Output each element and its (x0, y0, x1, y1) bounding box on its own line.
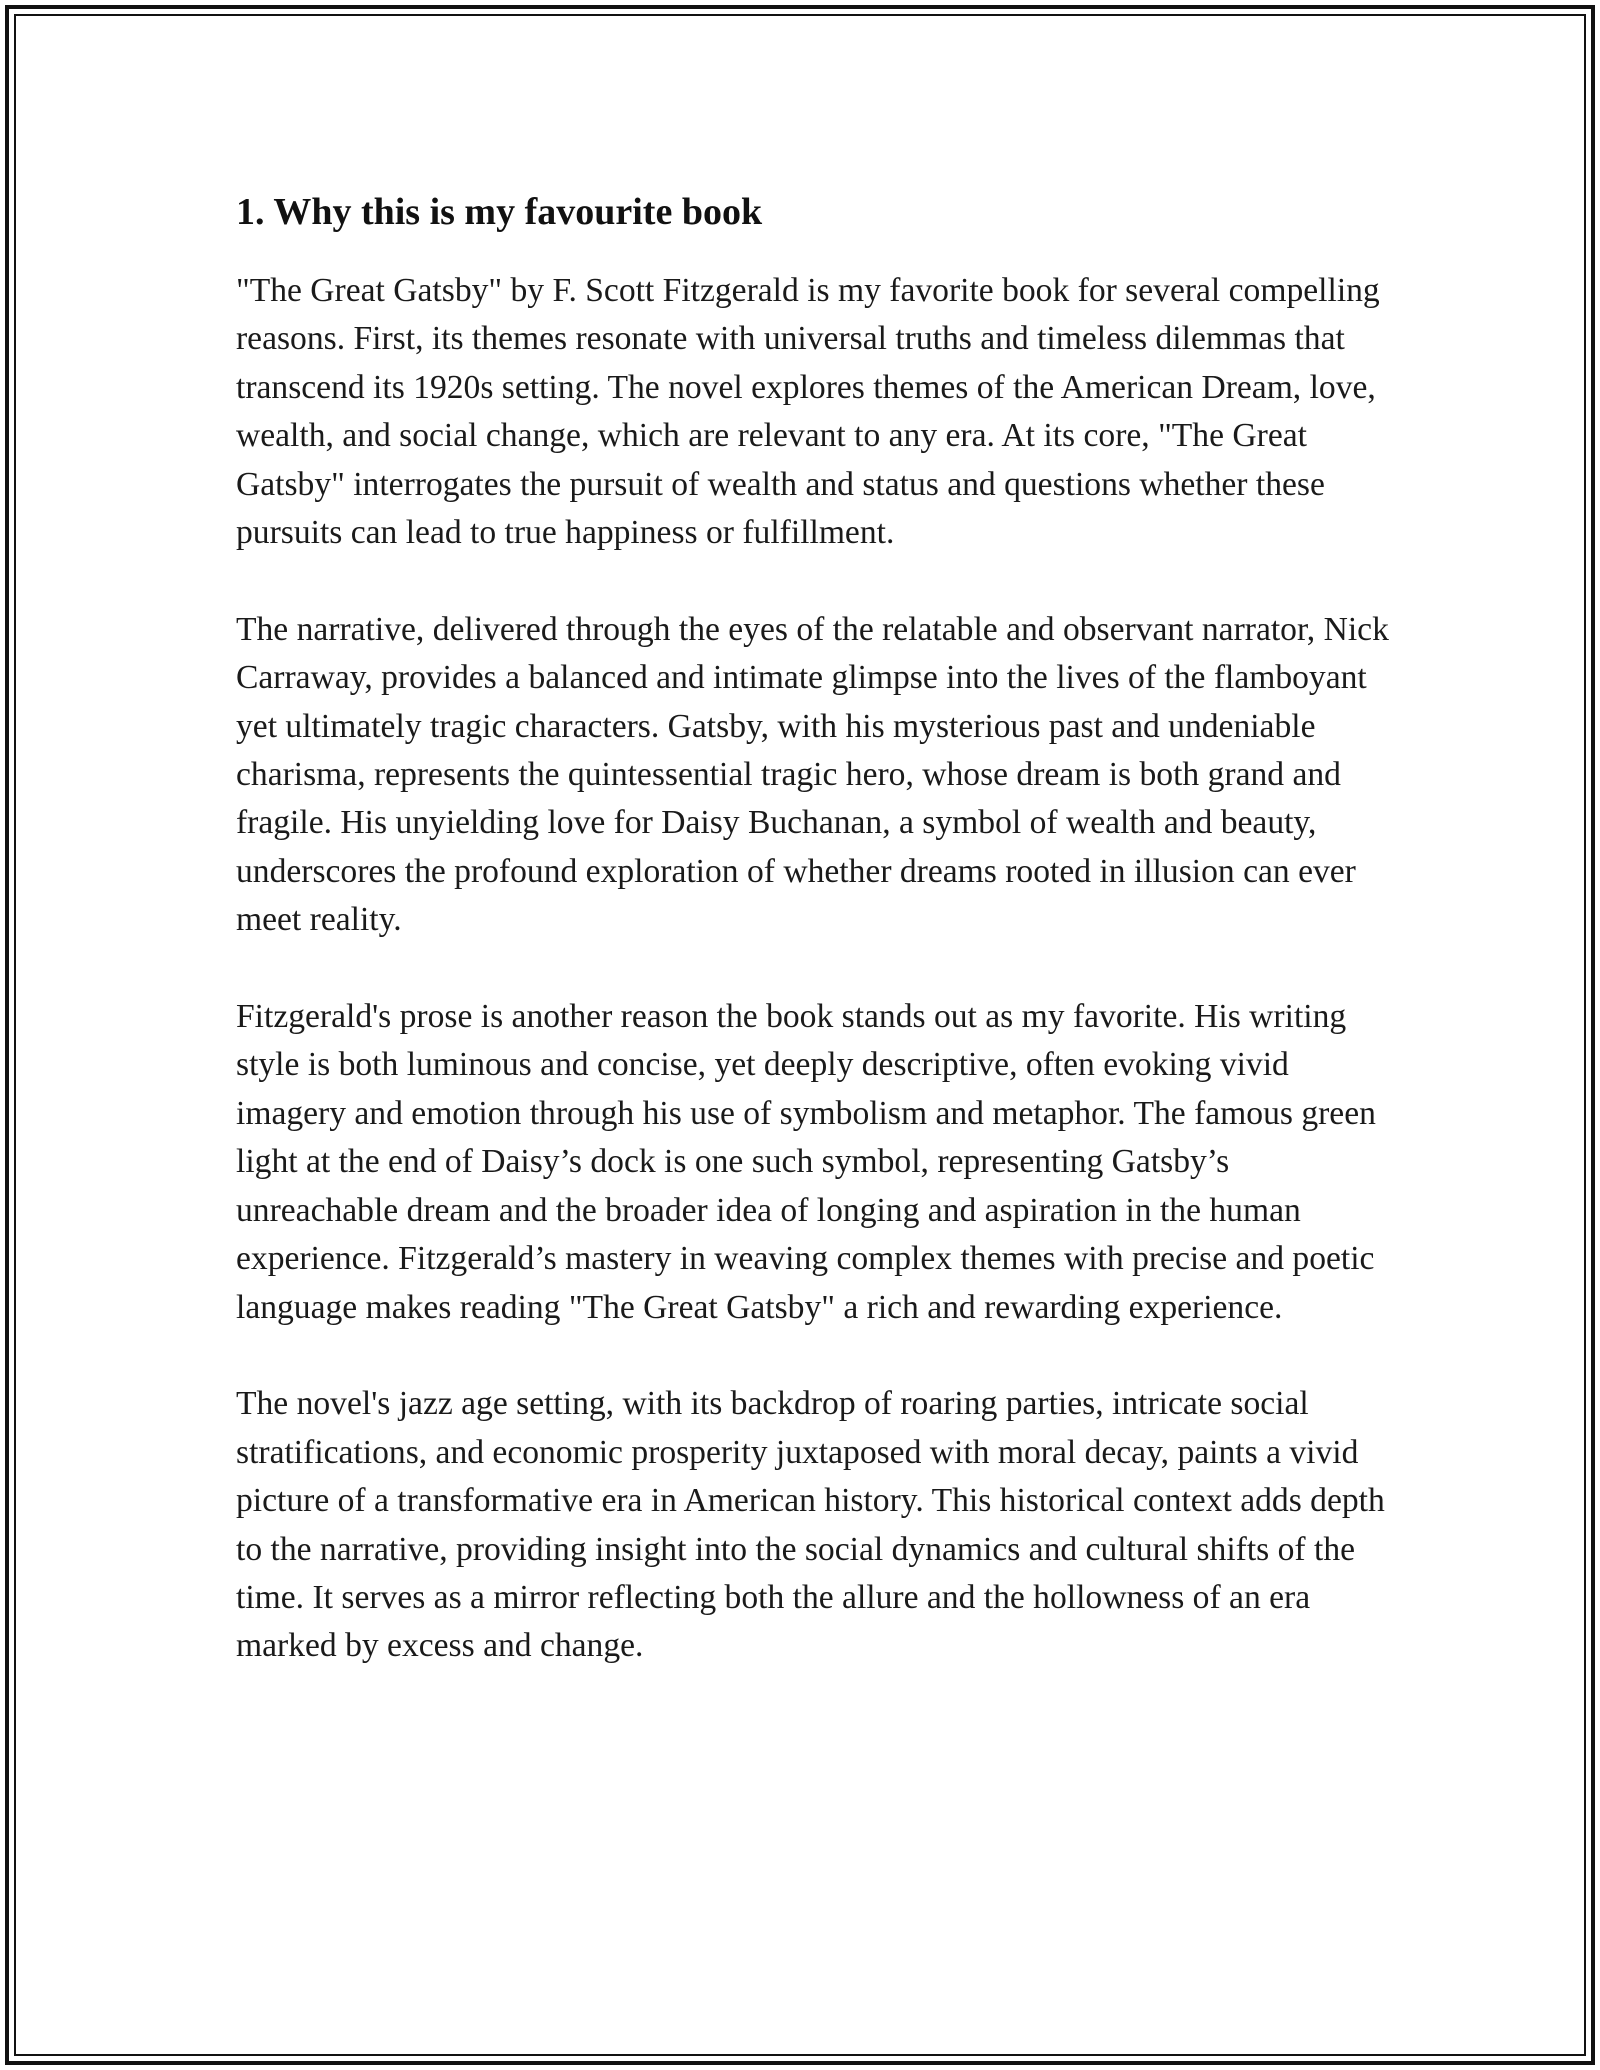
paragraph-themes: "The Great Gatsby" by F. Scott Fitzgerald is my favorite book for several compelling reasons. First, its themes resonate with universal truths and timeless dilemmas that transcend its 1920s setting. The novel explores themes of the American Dream, love, wealth, and social change, which are relevant to any era. At its core, "The Great Gatsby" interrogates the pursuit of wealth and status and questions whether these pursuits can lead to true happiness or fulfillment. (236, 272, 1380, 552)
paragraph-narrative: The narrative, delivered through the eyes of the relatable and observant narrator, Nick Carraway, provides a balanced and intimate glimpse into the lives of the flamboyant yet ultimately tragic characters. Gatsby, with his mysterious past and undeniable charisma, represents the quintessential tragic hero, whose dream is both grand and fragile. His unyielding love for Daisy Buchanan, a symbol of wealth and beauty, underscores the profound exploration of whether dreams rooted in illusion can ever meet reality. (236, 610, 1389, 939)
section-heading: 1. Why this is my favourite book (236, 191, 763, 233)
paragraph-setting: The novel's jazz age setting, with its backdrop of roaring parties, intricate social stratifications, and economic prosperity juxtaposed with moral decay, paints a vivid picture of a transformative era in American history. This historical context adds depth to the narrative, providing insight into the social dynamics and cultural shifts of the time. It serves as a mirror reflecting both the allure and the hollowness of an era marked by excess and change. (236, 1385, 1385, 1665)
paragraph-prose: Fitzgerald's prose is another reason the book stands out as my favorite. His writing style is both luminous and concise, yet deeply descriptive, often evoking vivid imagery and emotion through his use of symbolism and metaphor. The famous green light at the end of Daisy’s dock is one such symbol, representing Gatsby’s unreachable dream and the broader idea of longing and aspiration in the human experience. Fitzgerald’s mastery in weaving complex themes with precise and poetic language makes reading "The Great Gatsby" a rich and rewarding experience. (236, 998, 1376, 1326)
document-body (236, 185, 1396, 1671)
